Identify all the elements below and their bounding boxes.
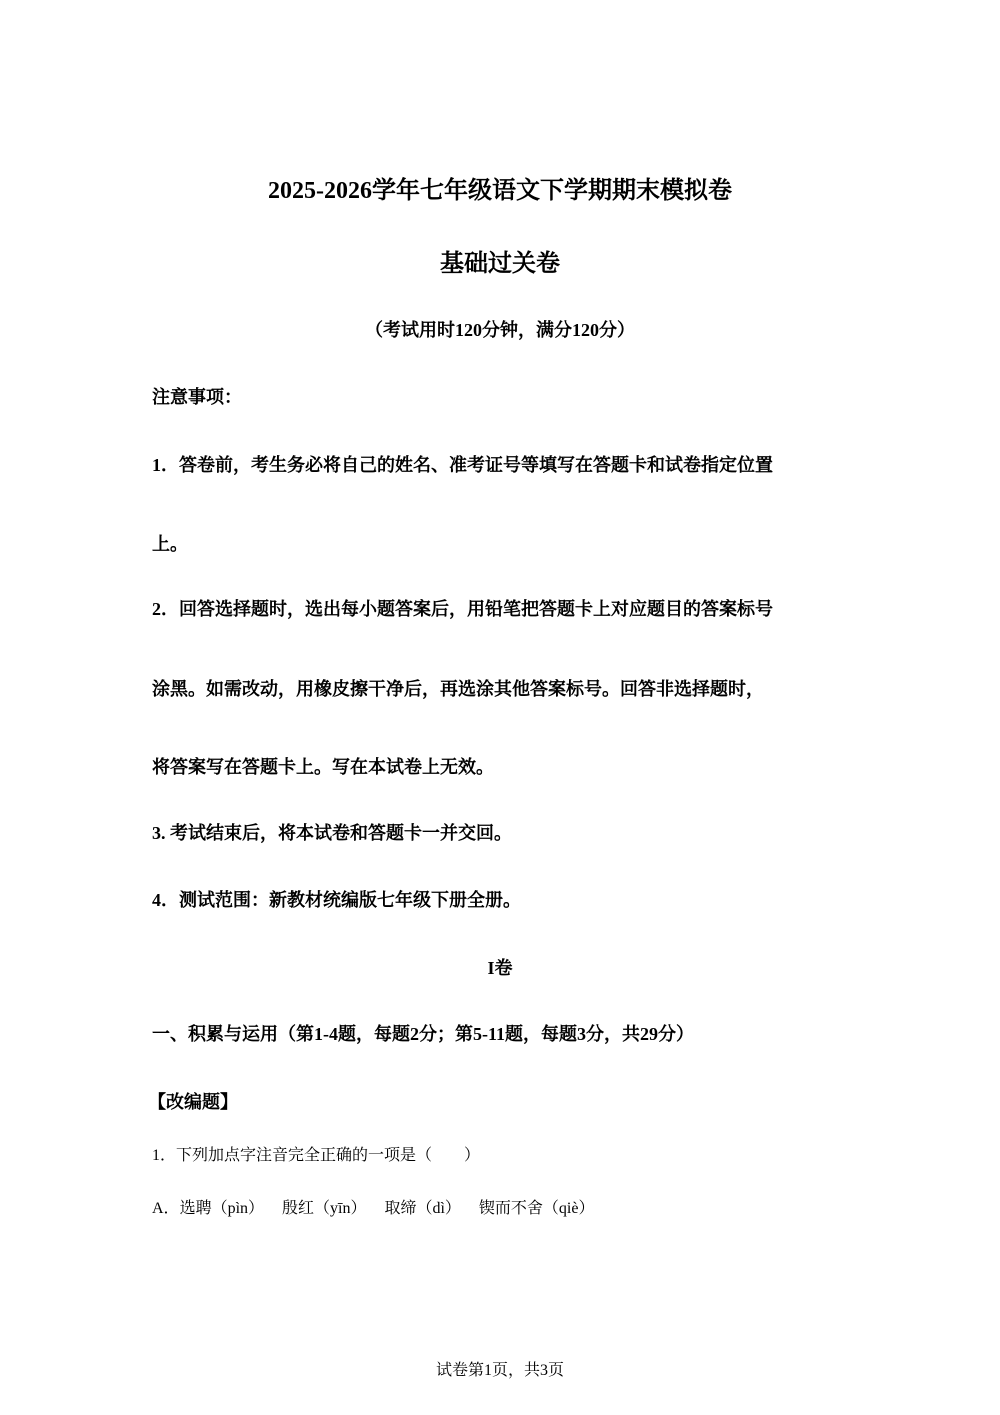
note-item-1-line-2: 上。 [152, 534, 188, 554]
option-a-item-2: 殷红（yīn） [282, 1200, 367, 1217]
option-a-item-4: 锲而不舍（qiè） [478, 1200, 595, 1217]
section-title: 一、积累与运用（第1-4题，每题2分；第5-11题，每题3分，共29分） [152, 1024, 694, 1044]
notes-heading: 注意事项： [152, 387, 242, 407]
note-item-1-line-1: 1．答卷前，考生务必将自己的姓名、准考证号等填写在答题卡和试卷指定位置 [152, 455, 773, 475]
page-subtitle: 基础过关卷 [440, 251, 560, 277]
note-item-2-line-2: 涂黑。如需改动，用橡皮擦干净后，再选涂其他答案标号。回答非选择题时， [152, 679, 764, 699]
page-title: 2025-2026学年七年级语文下学期期末模拟卷 [268, 178, 732, 204]
option-a-item-1: 选聘（pìn） [179, 1200, 265, 1217]
note-item-2-line-3: 将答案写在答题卡上。写在本试卷上无效。 [152, 757, 494, 777]
option-a-label: A． [152, 1200, 180, 1217]
note-item-4: 4．测试范围：新教材统编版七年级下册全册。 [152, 890, 521, 910]
option-a-item-3: 取缔（dì） [384, 1200, 461, 1217]
note-item-2-line-1: 2．回答选择题时，选出每小题答案后，用铅笔把答题卡上对应题目的答案标号 [152, 599, 773, 619]
section-tag: 【改编题】 [148, 1092, 238, 1112]
note-item-3: 3. 考试结束后，将本试卷和答题卡一并交回。 [152, 823, 512, 843]
question-1-stem: 1．下列加点字注音完全正确的一项是（ ） [152, 1147, 481, 1164]
page-footer: 试卷第1页，共3页 [435, 1362, 564, 1379]
question-1-option-a [152, 1195, 612, 1218]
exam-info: （考试用时120分钟，满分120分） [365, 320, 635, 340]
volume-heading: I卷 [487, 958, 513, 978]
